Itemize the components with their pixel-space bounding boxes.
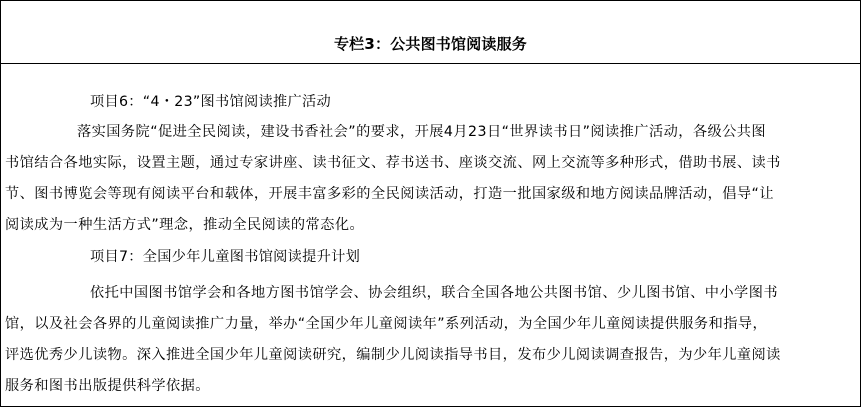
project-6-line-1: 落实国务院“促进全民阅读，建设书香社会”的要求，开展4月23日“世界读书日”阅读推广活动，各级公共图 [77, 124, 767, 140]
project-7-line-1: 依托中国图书馆学会和各地方图书馆学会、协会组织，联合全国各地公共图书馆、少儿图书馆、中小学图书 [90, 285, 778, 301]
column-title: 专栏3：公共图书馆阅读服务 [333, 35, 528, 53]
project-6-line-3: 节、图书博览会等现有阅读平台和载体，开展丰富多彩的全民阅读活动，打造一批国家级和地方阅读品牌活动，倡导“让 [5, 186, 774, 202]
project-6-heading: 项目6：“4・23”图书馆阅读推广活动 [90, 94, 331, 110]
column-header [1, 1, 860, 64]
project-7-line-4: 服务和图书出版提供科学依据。 [5, 378, 210, 394]
project-7-heading: 项目7：全国少年儿童图书馆阅读提升计划 [90, 249, 361, 265]
project-6-line-2: 书馆结合各地实际，设置主题，通过专家讲座、读书征文、荐书送书、座谈交流、网上交流等多种形式，借助书展、读书 [5, 155, 781, 171]
column-body [1, 64, 860, 406]
project-7-line-2: 馆，以及社会各界的儿童阅读推广力量，举办“全国少年儿童阅读年”系列活动，为全国少年儿童阅读提供服务和指导， [5, 316, 768, 332]
project-6-line-4: 阅读成为一种生活方式”理念，推动全民阅读的常态化。 [5, 217, 365, 233]
project-7-line-3: 评选优秀少儿读物。深入推进全国少年儿童阅读研究，编制少儿阅读指导书目，发布少儿阅读调查报告，为少年儿童阅读 [5, 347, 781, 363]
